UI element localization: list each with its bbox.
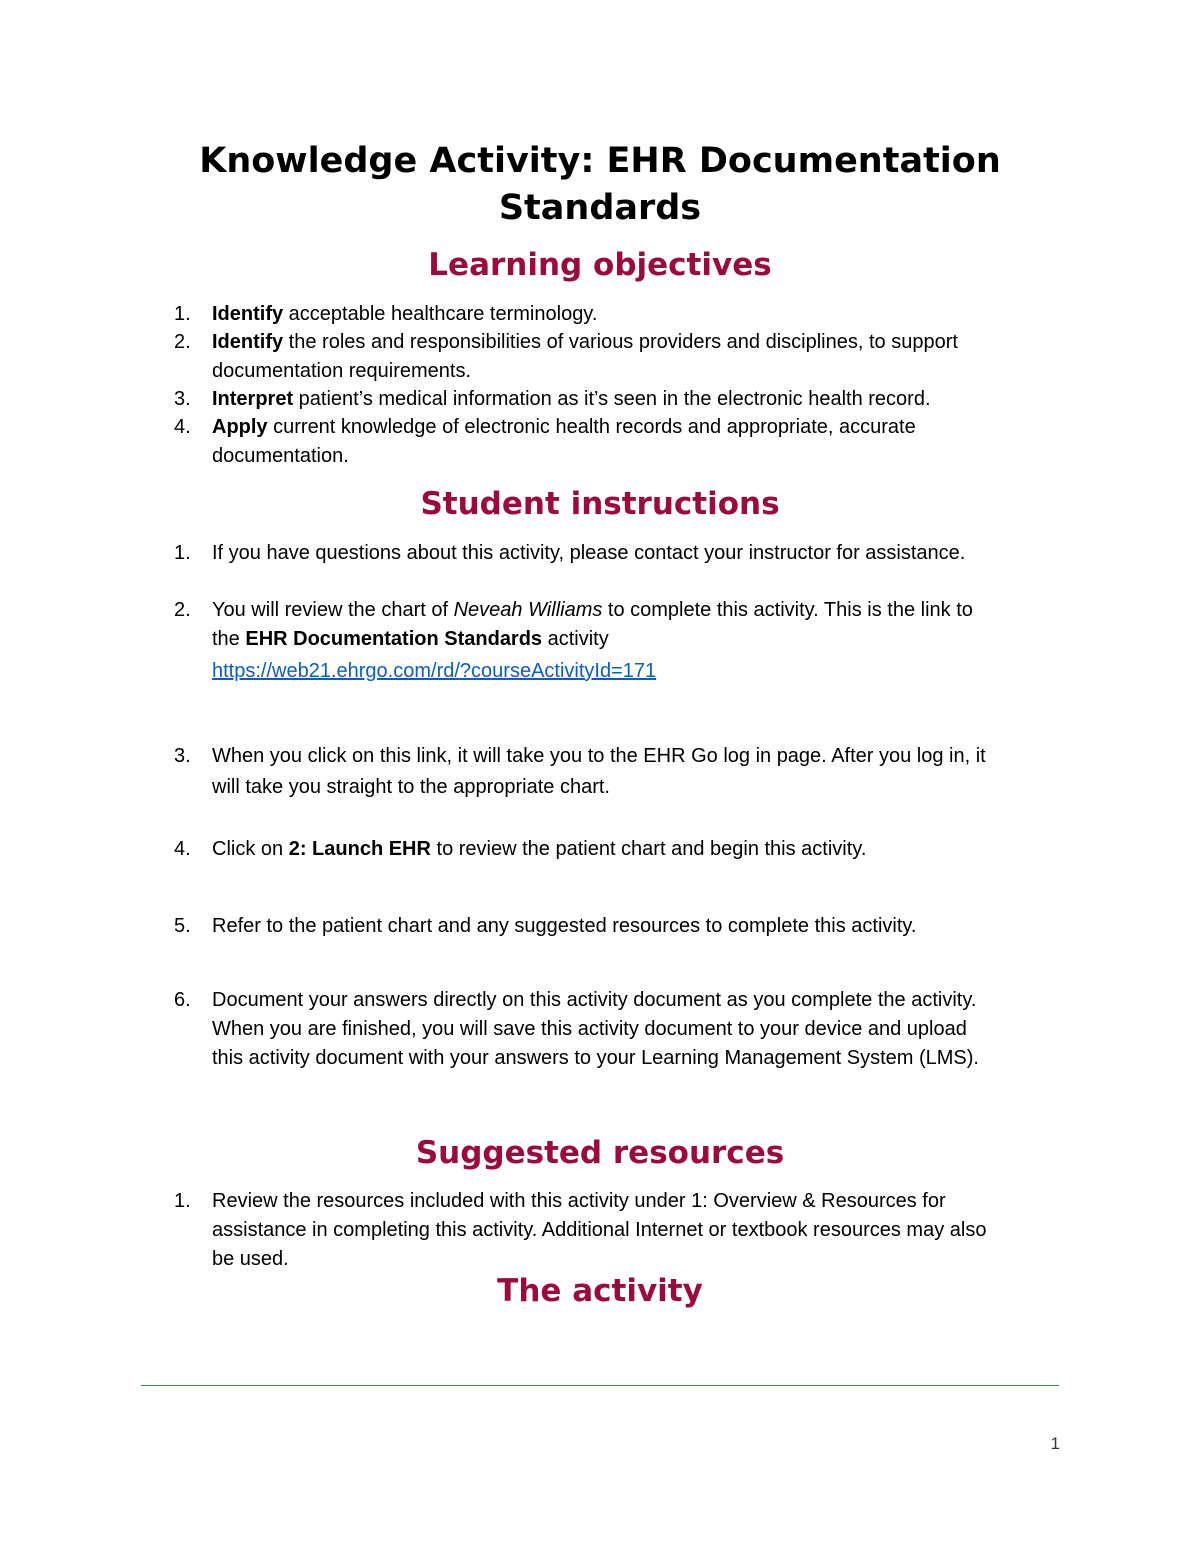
list-number: 2.	[174, 331, 191, 353]
instruction-text: If you have questions about this activity, please contact your instructor for assistance.	[212, 542, 966, 564]
title-line-1: Knowledge Activity: EHR Documentation	[199, 141, 1001, 181]
list-number: 5.	[174, 915, 191, 937]
instruction-text: will take you straight to the appropriate chart.	[212, 776, 610, 798]
objective-verb: Identify	[212, 303, 284, 325]
title-line-2: Standards	[498, 188, 702, 228]
resource-text: assistance in completing this activity. Additional Internet or textbook resources may also	[212, 1219, 987, 1241]
resource-text: be used.	[212, 1248, 289, 1270]
objective-text: acceptable healthcare terminology.	[283, 303, 598, 325]
list-number: 4.	[174, 838, 191, 860]
activity-link[interactable]: https://web21.ehrgo.com/rd/?courseActivityId=171	[212, 660, 657, 682]
list-number: 1.	[174, 542, 191, 564]
learning-objectives-heading: Learning objectives	[428, 247, 772, 283]
footer-divider	[141, 1385, 1059, 1386]
list-number: 3.	[174, 745, 191, 767]
student-instructions-heading: Student instructions	[420, 486, 780, 522]
activity-name: EHR Documentation Standards	[245, 628, 543, 650]
list-number: 3.	[174, 388, 191, 410]
the-activity-heading: The activity	[497, 1273, 703, 1309]
objective-text: current knowledge of electronic health records and appropriate, accurate	[267, 416, 916, 438]
objective-text: patient’s medical information as it’s seen in the electronic health record.	[293, 388, 931, 410]
objective-verb: Interpret	[212, 388, 294, 410]
list-number: 1.	[174, 1190, 191, 1212]
page-number: 1	[1050, 1434, 1060, 1453]
document-title	[140, 138, 1060, 232]
instruction-text: this activity document with your answers to your Learning Management System (LMS).	[212, 1047, 979, 1069]
document-page: Knowledge Activity: EHR Documentation Standards Learning objectives 1. Identify acceptable healthcare terminology. 2. Identify the roles and responsibilities of various providers and disciplines, to support documentation requirements. 3. Interpret patient’s medical information as it’s seen in the electronic health record. 4. Apply current knowledge of electronic health records and appropriate, accurate documentation. Student instructions 1. If you have questions about this activity, please contact your instructor for assistance. 2. You will review the chart of Neveah Williams to complete this activity. This is the link to the EHR Documentation Standards activity https://web21.ehrgo.com/rd/?courseActivityId=171 3. When you click on this link, it will take you to the EHR Go log in page. After you log in, it will take you straight to the appropriate chart. 4. Click on 2: Launch EHR to review the patient chart and begin this activity. 5. Refer to the patient chart and any suggested resources to complete this activity. 6. Document your answers directly on this activity document as you complete the activity. When you are finished, you will save this activity document to your device and upload this activity document with your answers to your Learning Management System (LMS). Suggested resources 1. Review the resources included with this activity under 1: Overview & Resources for assistance in completing this activity. Additional Internet or textbook resources may also be used. The activity 1	[0, 0, 1200, 1553]
launch-ehr-label: 2: Launch EHR	[288, 838, 431, 860]
objective-text: documentation.	[212, 445, 349, 467]
patient-name: Neveah Williams	[453, 599, 603, 621]
list-number: 6.	[174, 989, 191, 1011]
instruction-text: Document your answers directly on this activity document as you complete the activity.	[212, 989, 977, 1011]
objective-text: documentation requirements.	[212, 360, 472, 382]
instruction-text: Refer to the patient chart and any suggested resources to complete this activity.	[212, 915, 917, 937]
resource-text: Review the resources included with this activity under 1: Overview & Resources for	[212, 1190, 946, 1212]
list-number: 4.	[174, 416, 191, 438]
objective-text: the roles and responsibilities of various providers and disciplines, to support	[283, 331, 958, 353]
list-number: 1.	[174, 303, 191, 325]
instruction-text: When you are finished, you will save this activity document to your device and upload	[212, 1018, 967, 1040]
objective-verb: Identify	[212, 331, 284, 353]
instruction-text: When you click on this link, it will take you to the EHR Go log in page. After you log in, it	[212, 745, 986, 767]
objective-verb: Apply	[212, 416, 268, 438]
suggested-resources-heading: Suggested resources	[415, 1135, 785, 1171]
list-number: 2.	[174, 599, 191, 621]
